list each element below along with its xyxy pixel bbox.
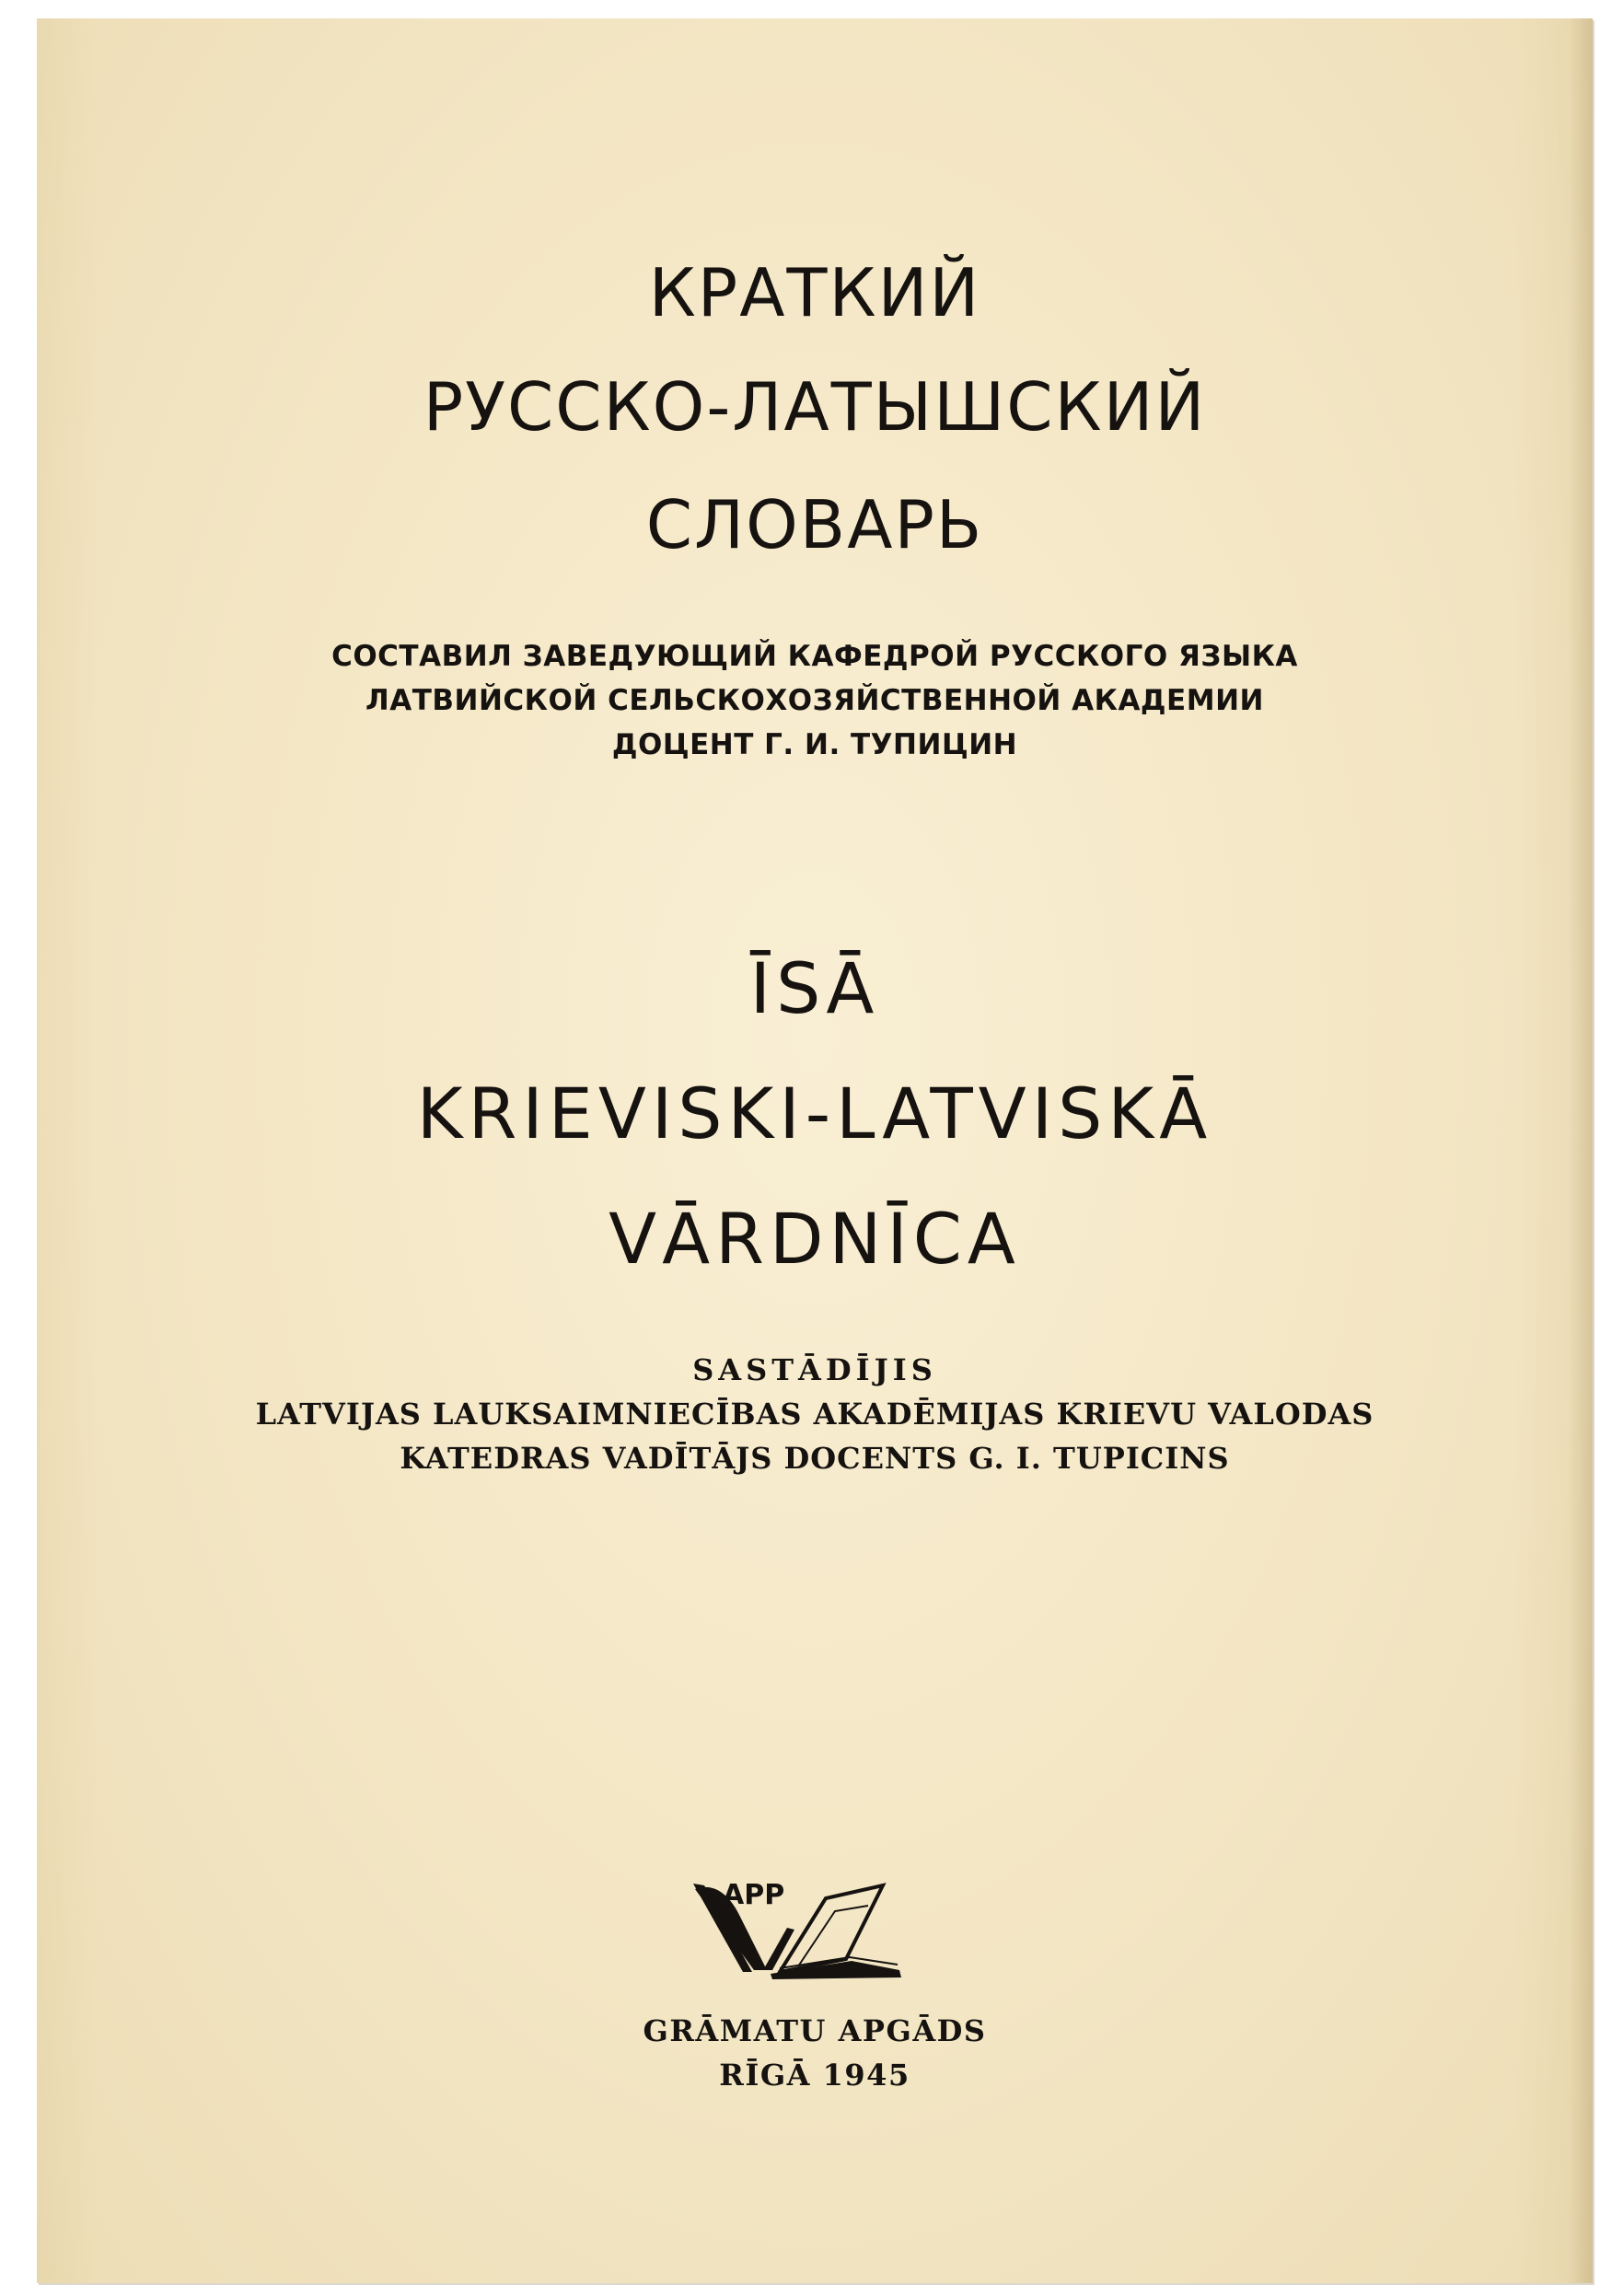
latvian-author-line-3: KATEDRAS VADĪTĀJS DOCENTS G. I. TUPICINS bbox=[400, 1441, 1230, 1476]
russian-title-line-2: РУССКО-ЛАТЫШСКИЙ bbox=[423, 368, 1207, 446]
latvian-title-line-3: VĀRDNĪCA bbox=[609, 1198, 1021, 1280]
russian-author-line-3: ДОЦЕНТ Г. И. ТУПИЦИН bbox=[611, 728, 1018, 761]
latvian-title-line-2: KRIEVISKI-LATVISKĀ bbox=[416, 1073, 1213, 1154]
russian-author-line-2: ЛАТВИЙСКОЙ СЕЛЬСКОХОЗЯЙСТВЕННОЙ АКАДЕМИИ bbox=[365, 684, 1264, 717]
place-and-year: RĪGĀ 1945 bbox=[719, 2058, 910, 2093]
russian-author-line-1: СОСТАВИЛ ЗАВЕДУЮЩИЙ КАФЕДРОЙ РУССКОГО ЯЗЫКА bbox=[331, 640, 1298, 673]
publisher-logo bbox=[688, 1863, 936, 1983]
russian-title-line-3: СЛОВАРЬ bbox=[645, 486, 984, 563]
logo-letters: APP bbox=[723, 1879, 785, 1911]
latvian-title-line-1: ĪSĀ bbox=[749, 947, 880, 1029]
title-page bbox=[37, 18, 1593, 2283]
latvian-author-line-1: SASTĀDĪJIS bbox=[692, 1352, 937, 1387]
russian-title-line-1: КРАТКИЙ bbox=[648, 254, 981, 331]
publisher-name: GRĀMATU APGĀDS bbox=[643, 2013, 987, 2048]
latvian-author-line-2: LATVIJAS LAUKSAIMNIECĪBAS AKADĒMIJAS KRIEVU VALODAS bbox=[255, 1397, 1374, 1432]
